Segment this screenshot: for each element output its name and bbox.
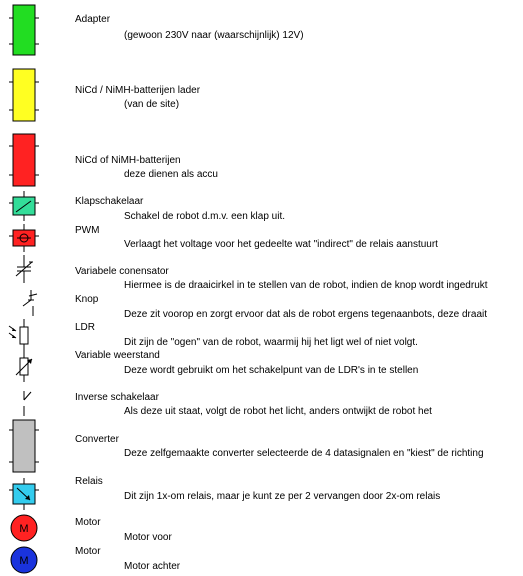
- item-name-rear-motor: Motor: [75, 546, 101, 557]
- push-button-icon: [23, 290, 37, 316]
- item-desc-front-motor: Motor voor: [124, 532, 172, 543]
- item-desc-inverse-switch: Als deze uit staat, volgt de robot het licht, anders ontwijkt de robot het: [124, 406, 432, 417]
- item-desc-capacitor: Hiermee is de draaicirkel in te stellen van de robot, indien de knop wordt ingedrukt: [124, 280, 488, 291]
- item-name-capacitor: Variabele conensator: [75, 266, 169, 277]
- item-name-resistor: Variable weerstand: [75, 350, 160, 361]
- svg-text:M: M: [19, 555, 29, 567]
- item-name-pwm: PWM: [75, 225, 100, 236]
- symbol-column: [0, 0, 70, 576]
- variable-capacitor-icon: [16, 255, 33, 283]
- item-desc-adapter: (gewoon 230V naar (waarschijnlijk) 12V): [124, 30, 304, 41]
- item-name-relay: Relais: [75, 476, 103, 487]
- item-name-clap-switch: Klapschakelaar: [75, 196, 144, 207]
- red-block-icon: [9, 134, 39, 186]
- item-name-charger: NiCd / NiMH-batterijen lader: [75, 85, 201, 96]
- item-desc-charger: (van de site): [124, 99, 180, 110]
- item-desc-button: Deze zit voorop en zorgt ervoor dat als de robot ergens tegenaanbots, deze draait: [124, 309, 488, 320]
- item-name-batteries: NiCd of NiMH-batterijen: [75, 155, 181, 166]
- item-name-front-motor: Motor: [75, 517, 101, 528]
- item-desc-clap-switch: Schakel de robot d.m.v. een klap uit.: [124, 211, 286, 222]
- clap-switch-icon: [9, 191, 39, 221]
- relay-icon: [9, 478, 39, 510]
- pwm-icon: [9, 224, 39, 252]
- item-desc-relay: Dit zijn 1x-om relais, maar je kunt ze per 2 vervangen door 2x-om relais: [124, 491, 441, 502]
- item-name-ldr: LDR: [75, 322, 96, 333]
- converter-block-icon: [9, 420, 39, 472]
- item-desc-rear-motor: Motor achter: [124, 561, 181, 572]
- front-motor-icon: [11, 515, 37, 541]
- item-name-adapter: Adapter: [75, 14, 111, 25]
- item-name-button: Knop: [75, 294, 99, 305]
- item-desc-batteries: deze dienen als accu: [124, 169, 218, 180]
- item-desc-pwm: Verlaagt het voltage voor het gedeelte wat "indirect" de relais aanstuurt: [124, 239, 438, 250]
- yellow-block-icon: [9, 69, 39, 121]
- item-name-inverse-switch: Inverse schakelaar: [75, 392, 159, 403]
- rear-motor-icon: [11, 547, 37, 573]
- item-desc-converter: Deze zelfgemaakte converter selecteerde de 4 datasignalen en "kiest" de richting: [124, 448, 484, 459]
- variable-resistor-icon: [16, 351, 32, 382]
- green-block-icon: [9, 5, 39, 55]
- inverse-switch-icon: [24, 391, 31, 416]
- ldr-icon: [9, 319, 28, 351]
- item-desc-resistor: Deze wordt gebruikt om het schakelpunt van de LDR's in te stellen: [124, 365, 419, 376]
- item-desc-ldr: Dit zijn de "ogen" van de robot, waarmij hij het ligt wel of niet volgt.: [124, 337, 418, 348]
- svg-text:M: M: [19, 523, 29, 535]
- item-name-converter: Converter: [75, 434, 119, 445]
